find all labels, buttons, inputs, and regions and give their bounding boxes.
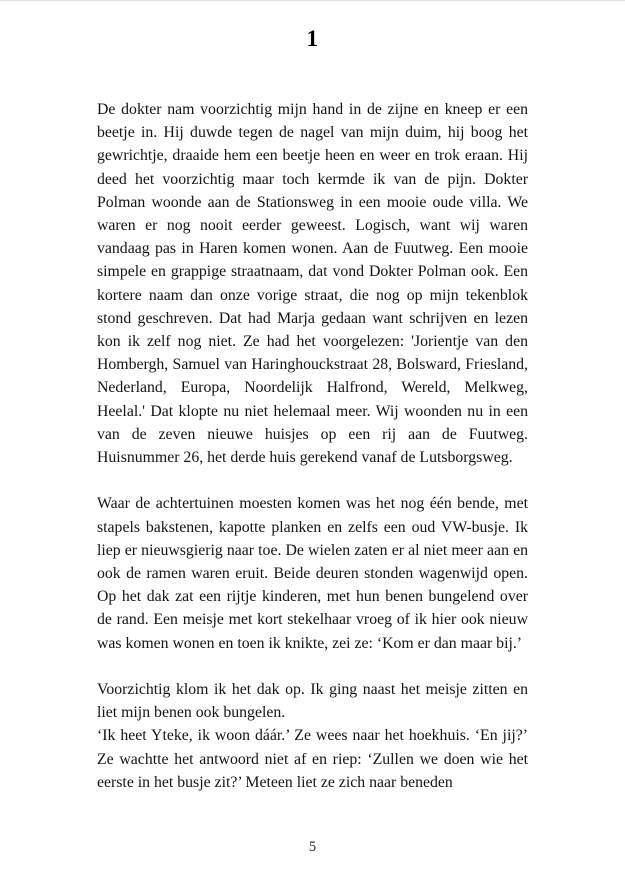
body-paragraph: ‘Ik heet Yteke, ik woon dáár.’ Ze wees naar het hoekhuis. ‘En jij?’ Ze wachtte het antwoord niet af en riep: ‘Zullen we doen wie het eerste in het busje zit?’ Meteen liet ze zich naar beneden [97,727,528,791]
body-text-block [97,98,528,794]
chapter-number-heading: 1 [306,26,319,51]
body-paragraph: De dokter nam voorzichtig mijn hand in de zijne en kneep er een beetje in. Hij duwde tegen de nagel van mijn duim, hij boog het gewrichtje, draaide hem een beetje heen en weer en trok eraan. Hij deed het voorzichtig maar toch kermde ik van de pijn. Dokter Polman woonde aan de Stationsweg in een mooie oude villa. We waren er nog nooit eerder geweest. Logisch, want wij waren vandaag pas in Haren komen wonen. Aan de Fuutweg. Een mooie simpele en grappige straatnaam, dat vond Dokter Polman ook. Een kortere naam dan onze vorige straat, die nog op mijn tekenblok stond geschreven. Dat had Marja gedaan want schrijven en lezen kon ik zelf nog niet. Ze had het voorgelezen: 'Jorientje van den Hombergh, Samuel van Haringhouckstraat 28, Bolsward, Friesland, Nederland, Europa, Noordelijk Halfrond, Wereld, Melkweg, Heelal.' Dat klopte nu niet helemaal meer. Wij woonden nu in een van de zeven nieuwe huisjes op een rij aan de Fuutweg. Huisnummer 26, het derde huis gerekend vanaf de Lutsborgsweg. [97,101,528,467]
body-paragraph: Voorzichtig klom ik het dak op. Ik ging naast het meisje zitten en liet mijn benen ook bungelen. [97,681,528,722]
page-top-edge-rule [0,0,625,1]
page-number: 5 [308,839,317,855]
body-paragraph: Waar de achtertuinen moesten komen was het nog één bende, met stapels bakstenen, kapotte planken en zelfs een oud VW-busje. Ik liep er nieuwsgierig naar toe. De wielen zaten er al niet meer aan en ook de ramen waren eruit. Beide deuren stonden wagenwijd open. Op het dak zat een rijtje kinderen, met hun benen bungelend over de rand. Een meisje met kort stekelhaar vroeg of ik hier ook nieuw was komen wonen en toen ik knikte, zei ze: ‘Kom er dan maar bij.’ [97,495,528,652]
